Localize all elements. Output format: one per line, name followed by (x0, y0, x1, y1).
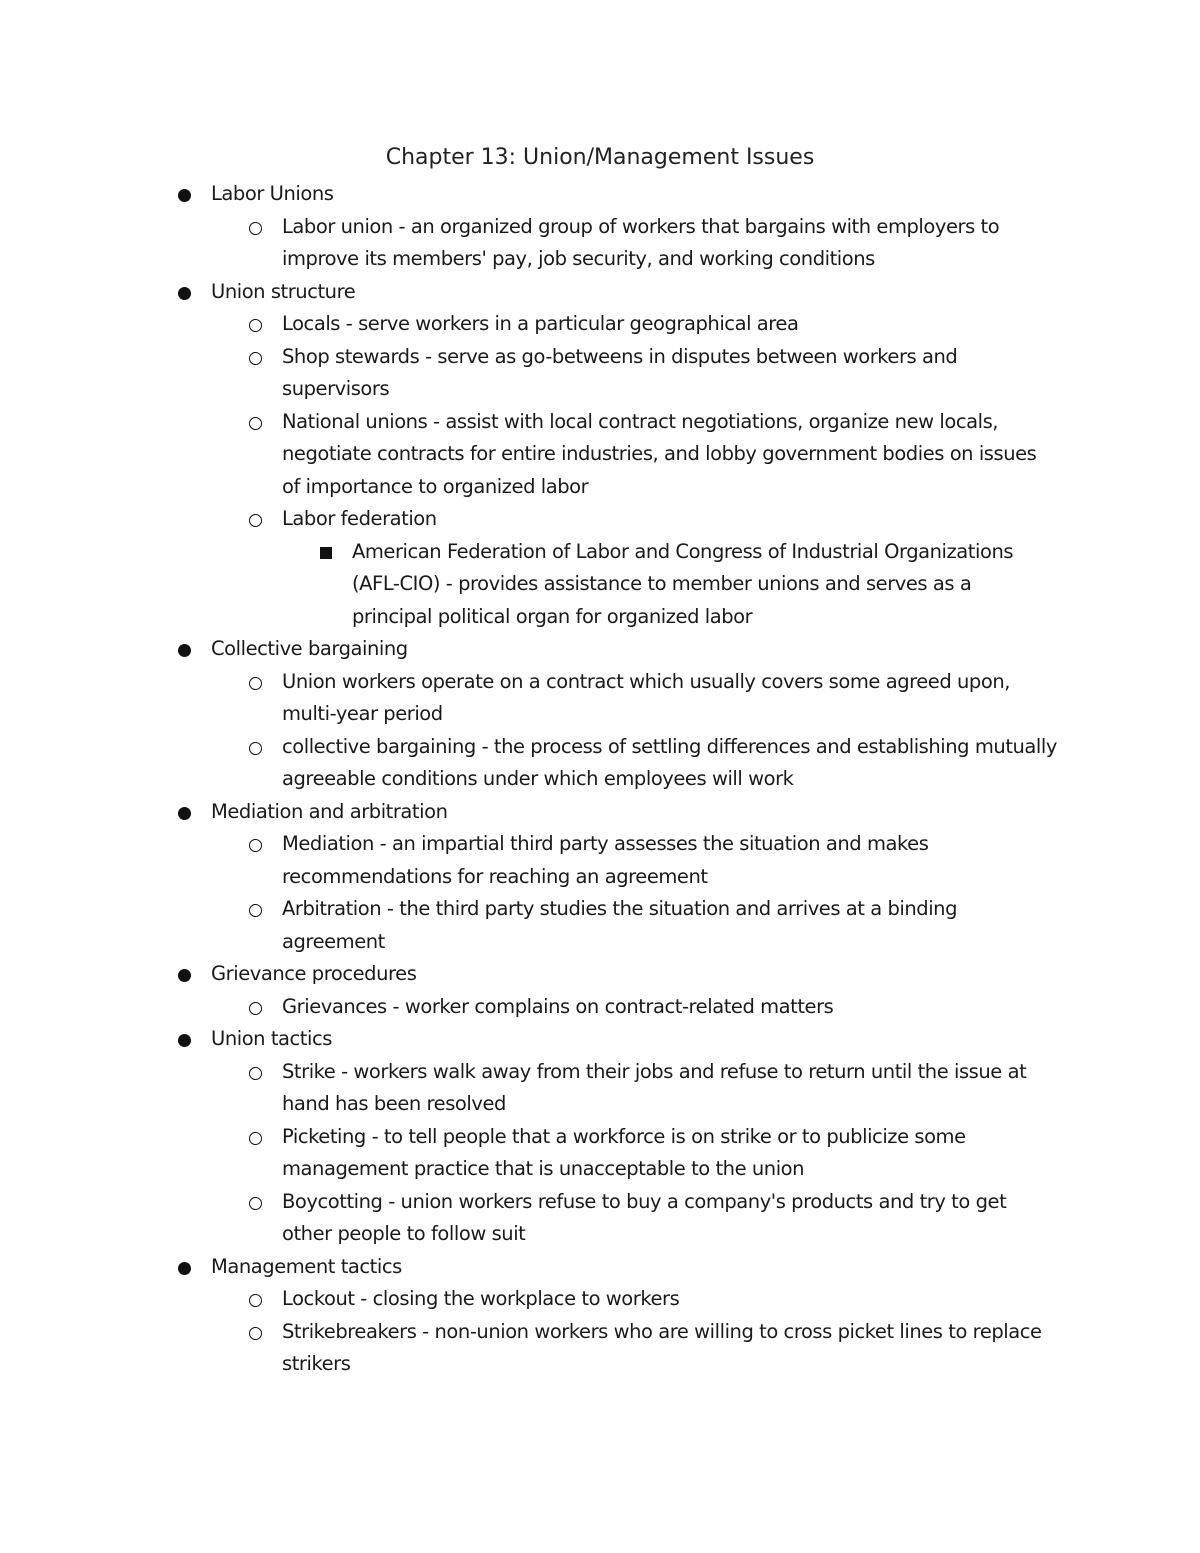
section-heading: Collective bargaining (211, 637, 408, 660)
item-text: Picketing - to tell people that a workforce is on strike or to publicize some management practice that is unacceptable to the union (282, 1124, 966, 1180)
outline-section (0, 958, 1200, 991)
outline-item (0, 503, 1200, 536)
hollow-bullet-icon (249, 839, 262, 852)
hollow-bullet-icon (249, 742, 262, 755)
outline-item (0, 1186, 1200, 1251)
filled-bullet-icon (178, 189, 191, 202)
outline-section (0, 276, 1200, 309)
hollow-bullet-icon (249, 417, 262, 430)
outline-subitem (0, 536, 1200, 634)
hollow-bullet-icon (249, 352, 262, 365)
outline-section (0, 178, 1200, 211)
outline-item (0, 731, 1200, 796)
page-title: Chapter 13: Union/Management Issues (385, 145, 815, 170)
outline-item (0, 308, 1200, 341)
item-text: Grievances - worker complains on contract-related matters (282, 994, 834, 1018)
section-heading: Mediation and arbitration (211, 799, 448, 823)
outline-section (0, 1023, 1200, 1056)
filled-bullet-icon (178, 287, 191, 300)
item-text: Shop stewards - serve as go-betweens in disputes between workers and supervisors (282, 344, 958, 400)
square-bullet-icon (320, 547, 332, 559)
item-text: collective bargaining - the process of settling differences and establishing mutually agreeable conditions under which employees will work (282, 734, 1057, 790)
outline-section (0, 1251, 1200, 1284)
outline-item (0, 828, 1200, 893)
section-heading: Labor Unions (211, 182, 334, 205)
item-text: Union workers operate on a contract which usually covers some agreed upon, multi-year period (282, 669, 1010, 725)
section-heading: Grievance procedures (211, 962, 417, 985)
hollow-bullet-icon (249, 1197, 262, 1210)
item-text: Strikebreakers - non-union workers who are willing to cross picket lines to replace strikers (282, 1319, 1042, 1375)
outline-item (0, 1316, 1200, 1381)
filled-bullet-icon (178, 644, 191, 657)
outline-item (0, 666, 1200, 731)
section-heading: Management tactics (211, 1254, 402, 1278)
item-text: Strike - workers walk away from their jobs and refuse to return until the issue at hand has been resolved (282, 1059, 1027, 1115)
item-text: Labor union - an organized group of workers that bargains with employers to improve its members' pay, job security, and working conditions (282, 214, 1000, 270)
filled-bullet-icon (178, 969, 191, 982)
item-text: Labor federation (282, 507, 437, 530)
outline-section (0, 796, 1200, 829)
hollow-bullet-icon (249, 677, 262, 690)
hollow-bullet-icon (249, 1327, 262, 1340)
subitem-text: American Federation of Labor and Congress of Industrial Organizations (AFL-CIO) - provides assistance to member unions and serves as a principal political organ for organized labor (352, 539, 1014, 628)
outline-item (0, 1056, 1200, 1121)
hollow-bullet-icon (249, 319, 262, 332)
item-text: Boycotting - union workers refuse to buy a company's products and try to get other people to follow suit (282, 1189, 1007, 1245)
item-text: Lockout - closing the workplace to workers (282, 1287, 680, 1310)
notes-outline (0, 178, 1200, 1381)
filled-bullet-icon (178, 1262, 191, 1275)
outline-item (0, 1121, 1200, 1186)
item-text: National unions - assist with local contract negotiations, organize new locals, negotiate contracts for entire industries, and lobby government bodies on issues of importance to organized labor (282, 409, 1037, 498)
outline-item (0, 893, 1200, 958)
hollow-bullet-icon (249, 1002, 262, 1015)
section-heading: Union structure (211, 279, 356, 303)
outline-item (0, 211, 1200, 276)
hollow-bullet-icon (249, 514, 262, 527)
item-text: Arbitration - the third party studies the situation and arrives at a binding agreement (282, 897, 958, 953)
hollow-bullet-icon (249, 222, 262, 235)
hollow-bullet-icon (249, 1294, 262, 1307)
outline-item (0, 406, 1200, 504)
filled-bullet-icon (178, 807, 191, 820)
outline-section (0, 633, 1200, 666)
hollow-bullet-icon (249, 904, 262, 917)
hollow-bullet-icon (249, 1067, 262, 1080)
outline-item (0, 991, 1200, 1024)
hollow-bullet-icon (249, 1132, 262, 1145)
item-text: Mediation - an impartial third party assesses the situation and makes recommendations for reaching an agreement (282, 832, 929, 888)
section-heading: Union tactics (211, 1027, 332, 1050)
filled-bullet-icon (178, 1034, 191, 1047)
item-text: Locals - serve workers in a particular geographical area (282, 312, 799, 335)
outline-item (0, 1283, 1200, 1316)
outline-item (0, 341, 1200, 406)
